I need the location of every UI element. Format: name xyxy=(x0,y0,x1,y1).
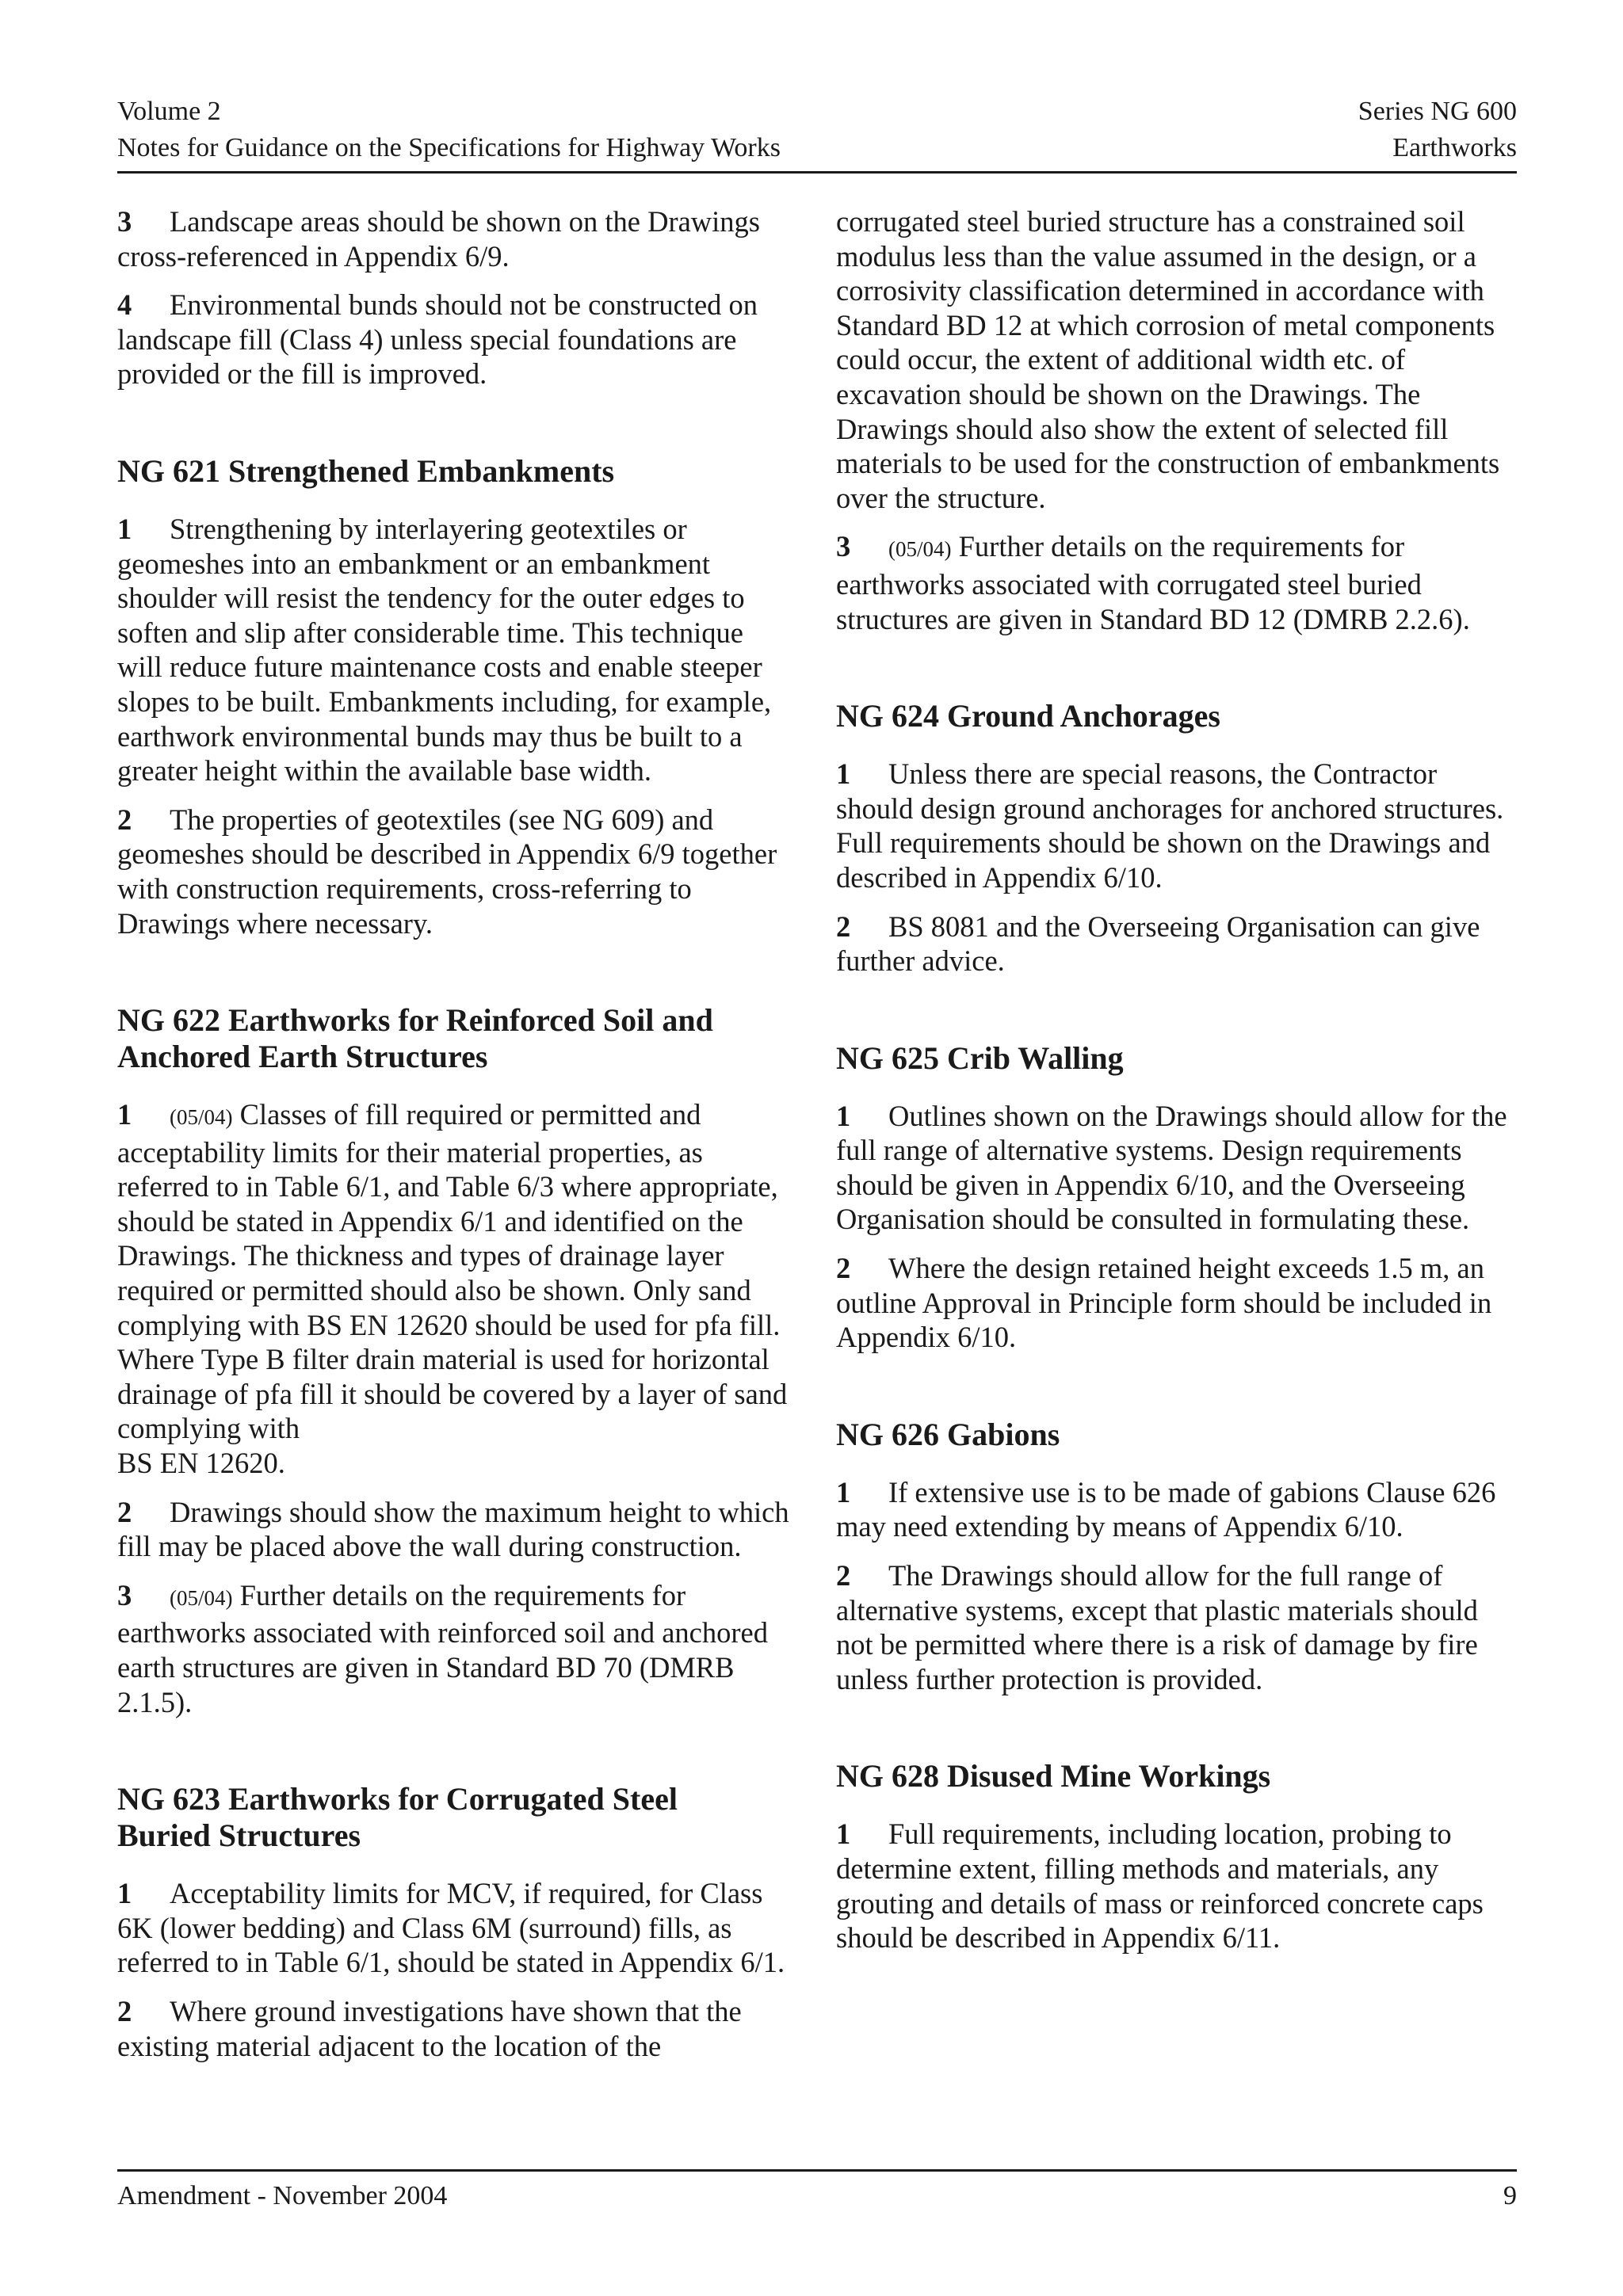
amendment-marker: (05/04) xyxy=(170,1585,233,1610)
section-heading-ng625: NG 625 Crib Walling xyxy=(836,1039,1124,1076)
paragraph xyxy=(836,757,1511,894)
paragraph-number: 1 xyxy=(836,1099,851,1132)
section-heading-ng626: NG 626 Gabions xyxy=(836,1416,1060,1452)
paragraph-number: 1 xyxy=(117,1877,132,1910)
paragraph-text: Strengthening by interlayering geotextiles or geomeshes into an embankment or an embankment shoulder will resist the tendency for the outer edges to soften and slip after considerable time. This technique will reduce future maintenance costs and enable steeper slopes to be built. Embankments including, for example, earthwork environmental bunds may thus be built to a greater height within the available base width. xyxy=(117,512,772,788)
heading-line: NG 622 Earthworks for Reinforced Soil and xyxy=(117,1002,713,1039)
volume-label: Volume 2 xyxy=(117,97,221,126)
section-heading-ng621: NG 621 Strengthened Embankments xyxy=(117,452,615,489)
paragraph xyxy=(836,1251,1511,1355)
paragraph xyxy=(117,1876,792,1980)
paragraph-number: 2 xyxy=(836,1252,851,1285)
paragraph xyxy=(836,1817,1511,1955)
paragraph xyxy=(117,1578,792,1719)
paragraph-text: Where ground investigations have shown that the existing material adjacent to the location of the xyxy=(117,1994,742,2062)
paragraph-text: Classes of fill required or permitted and acceptability limits for their material properties, as referred to in Table 6/1, and Table 6/3 where appropriate, should be stated in Appendix 6/1 and identified on the Drawings. The thickness and types of drainage layer required or permitted should also be shown. Only sand complying with BS EN 12620 should be used for pfa fill. Where Type B filter drain material is used for horizontal drainage of pfa fill it should be covered by a layer of sand complying with xyxy=(117,1098,788,1445)
paragraph-text: Full requirements, including location, probing to determine extent, filling methods and materials, any grouting and details of mass or reinforced concrete caps should be described in Appendix 6/11. xyxy=(836,1817,1484,1955)
paragraph xyxy=(117,803,792,940)
right-column xyxy=(836,204,1511,1970)
paragraph-number: 3 xyxy=(836,530,851,563)
paragraph-text: BS 8081 and the Overseeing Organisation can give further advice. xyxy=(836,910,1480,978)
page-footer xyxy=(117,2169,1517,2210)
section-label: Earthworks xyxy=(1392,133,1517,162)
paragraph xyxy=(836,1099,1511,1237)
paragraph-text: If extensive use is to be made of gabions Clause 626 may need extending by means of Appendix 6/10. xyxy=(836,1475,1496,1543)
paragraph-number: 3 xyxy=(117,205,132,238)
paragraph-text: Environmental bunds should not be constructed on landscape fill (Class 4) unless special foundations are provided or the fill is improved. xyxy=(117,288,758,391)
paragraph-text: Drawings should show the maximum height to which fill may be placed above the wall during construction. xyxy=(117,1495,789,1563)
paragraph xyxy=(836,1475,1511,1544)
paragraph-text: Outlines shown on the Drawings should allow for the full range of alternative systems. Design requirements should be given in Appendix 6/10, and the Overseeing Organisation should be consulted in formulating these. xyxy=(836,1099,1507,1236)
paragraph-text: Further details on the requirements for earthworks associated with reinforced soil and anchored earth structures are given in Standard BD 70 (DMRB 2.1.5). xyxy=(117,1578,768,1718)
paragraph-number: 2 xyxy=(117,1495,132,1528)
paragraph-number: 2 xyxy=(836,910,851,943)
paragraph-number: 1 xyxy=(836,1817,851,1851)
header-right xyxy=(1358,93,1517,166)
paragraph-text: BS EN 12620. xyxy=(117,1447,285,1480)
paragraph-number: 4 xyxy=(117,288,132,322)
heading-line: NG 623 Earthworks for Corrugated Steel xyxy=(117,1781,678,1817)
heading-line: Buried Structures xyxy=(117,1817,361,1854)
paragraph-text: corrugated steel buried structure has a constrained soil modulus less than the value assumed in the design, or a corrosivity classification determined in accordance with Standard BD 12 at which corrosion of metal components could occur, the extent of additional width etc. of excavation should be shown on the Drawings. The Drawings should also show the extent of selected fill materials to be used for the construction of embankments over the structure. xyxy=(836,205,1500,514)
paragraph-number: 1 xyxy=(836,757,851,791)
section-heading-ng622 xyxy=(117,1002,792,1075)
paragraph-text: Landscape areas should be shown on the Drawings cross-referenced in Appendix 6/9. xyxy=(117,205,761,273)
paragraph-text: Unless there are special reasons, the Contractor should design ground anchorages for anchored structures. Full requirements should be shown on the Drawings and described in Appendix 6/10. xyxy=(836,757,1504,894)
paragraph-text: Where the design retained height exceeds 1.5 m, an outline Approval in Principle form should be included in Appendix 6/10. xyxy=(836,1252,1492,1354)
paragraph-number: 3 xyxy=(117,1578,132,1611)
paragraph-number: 2 xyxy=(117,1994,132,2027)
section-heading-ng623 xyxy=(117,1781,792,1854)
paragraph-text: Further details on the requirements for earthworks associated with corrugated steel buried structures are given in Standard BD 12 (DMRB 2.2.6). xyxy=(836,530,1470,635)
paragraph-number: 1 xyxy=(836,1475,851,1508)
paragraph-text: Acceptability limits for MCV, if required, for Class 6K (lower bedding) and Class 6M (surround) fills, as referred to in Table 6/1, should be stated in Appendix 6/1. xyxy=(117,1877,785,1979)
heading-line: Anchored Earth Structures xyxy=(117,1039,488,1075)
paragraph xyxy=(117,288,792,391)
paragraph-number: 2 xyxy=(117,803,132,836)
paragraph-text: The properties of geotextiles (see NG 609) and geomeshes should be described in Appendix 6/9 together with construction requirements, cross-referring to Drawings where necessary. xyxy=(117,803,777,940)
paragraph-number: 2 xyxy=(836,1559,851,1592)
paragraph xyxy=(836,529,1511,636)
paragraph-text: The Drawings should allow for the full range of alternative systems, except that plastic materials should not be permitted where there is a risk of damage by fire unless further protection is provided. xyxy=(836,1559,1478,1695)
amendment-date: Amendment - November 2004 xyxy=(117,2181,448,2210)
amendment-marker: (05/04) xyxy=(888,537,952,562)
paragraph xyxy=(117,1495,792,1564)
paragraph xyxy=(836,1558,1511,1696)
section-heading-ng624: NG 624 Ground Anchorages xyxy=(836,698,1220,734)
series-label: Series NG 600 xyxy=(1358,97,1517,126)
document-title: Notes for Guidance on the Specifications for Highway Works xyxy=(117,133,781,162)
paragraph-continued xyxy=(836,204,1511,515)
paragraph-number: 1 xyxy=(117,1098,132,1131)
section-heading-ng628: NG 628 Disused Mine Workings xyxy=(836,1758,1271,1794)
page-header xyxy=(117,93,1517,174)
paragraph-number: 1 xyxy=(117,512,132,545)
paragraph xyxy=(117,1097,792,1481)
paragraph xyxy=(117,204,792,273)
amendment-marker: (05/04) xyxy=(170,1105,233,1130)
paragraph xyxy=(836,910,1511,978)
header-left xyxy=(117,93,781,166)
left-column xyxy=(117,204,792,2077)
paragraph xyxy=(117,1994,792,2063)
paragraph xyxy=(117,512,792,788)
page-number: 9 xyxy=(1503,2181,1517,2210)
